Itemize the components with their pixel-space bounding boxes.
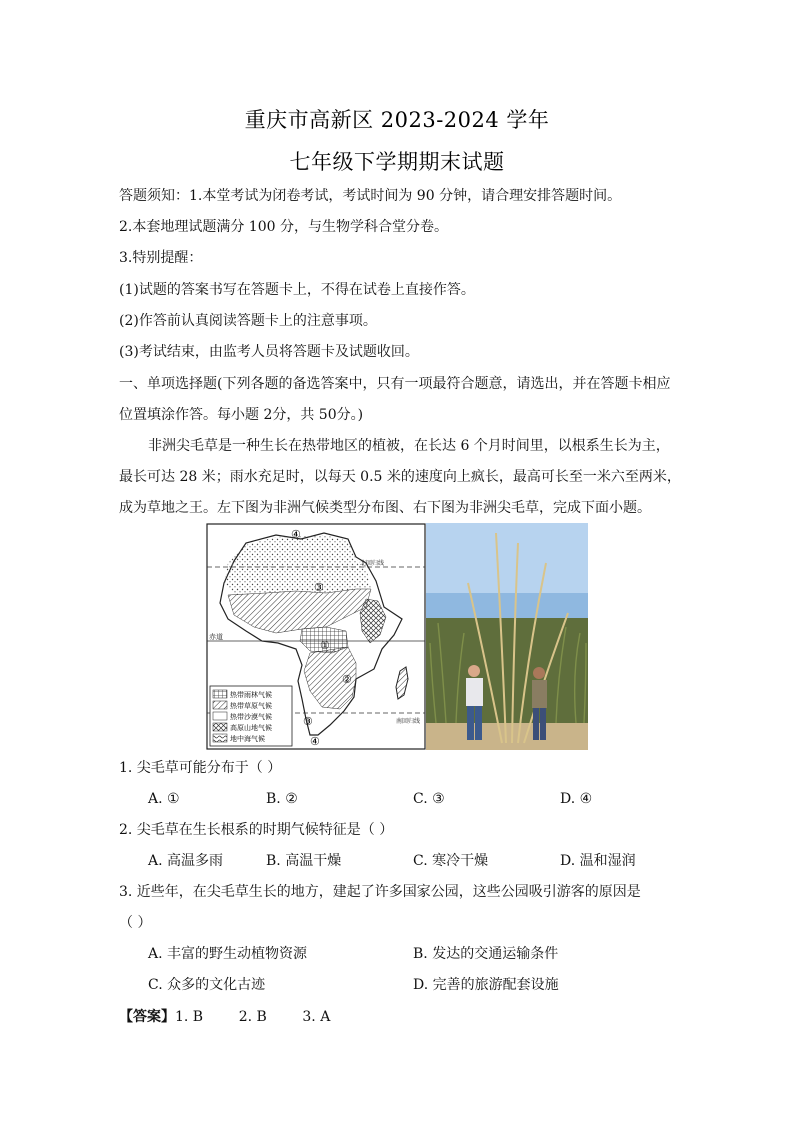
question-3-option-a: A. 丰富的野生动植物资源 [148,946,308,962]
question-3-option-d: D. 完善的旅游配套设施 [413,977,559,993]
section-heading: 位置填涂作答。每小题 2分，共 50分。) [119,407,364,423]
answer-label: 【答案】 [119,1009,175,1025]
question-2-option-d: D. 温和湿润 [560,853,636,869]
question-2-option-c: C. 寒冷干燥 [413,853,489,869]
marker-2: ② [342,673,352,686]
legend-item: 地中海气候 [230,735,265,743]
notice-line: (1)试题的答案书写在答题卡上，不得在试卷上直接作答。 [119,282,475,298]
question-2-stem: 2. 尖毛草在生长根系的时期气候特征是（ ） [119,822,394,838]
passage-line: 最长可达 28 米；雨水充足时，以每天 0.5 米的速度向上疯长，最高可长至一米六至两米， [119,469,681,485]
page-subtitle: 七年级下学期期末试题 [289,150,505,174]
notice-line: 2.本套地理试题满分 100 分，与生物学科合堂分卷。 [119,219,448,235]
answer-line [119,1007,330,1027]
section-heading: 一、单项选择题(下列各题的备选答案中，只有一项最符合题意，请选出，并在答题卡相应 [119,376,671,392]
question-1-option-d: D. ④ [560,791,593,807]
passage-line: 成为草地之王。左下图为非洲气候类型分布图、右下图为非洲尖毛草，完成下面小题。 [119,500,651,516]
question-2-option-a: A. 高温多雨 [148,853,224,869]
marker-4-north: ④ [291,528,301,541]
marker-3-south: ③ [303,715,313,728]
question-3-option-c: C. 众多的文化古迹 [148,977,266,993]
answer-text: 1. B 2. B 3. A [175,1009,331,1025]
grass-photo [426,523,588,750]
question-2-option-b: B. 高温干燥 [266,853,342,869]
legend-item: 热带雨林气候 [230,691,272,699]
question-1-option-a: A. ① [148,791,180,807]
legend-item: 高原山地气候 [230,724,272,732]
passage-line: 非洲尖毛草是一种生长在热带地区的植被，在长达 6 个月时间里，以根系生长为主， [148,438,670,454]
climate-map-and-photo [206,523,588,750]
legend-item: 热带草原气候 [230,702,272,710]
tropic-south-label: 南回归线 [396,718,421,725]
marker-4-south: ④ [310,735,320,748]
equator-label: 赤道 [209,633,223,641]
tropic-north-label: 北回归线 [360,560,385,567]
question-3-stem-continued: （ ） [119,915,152,931]
legend-item: 热带沙漠气候 [230,713,272,721]
question-1-option-c: C. ③ [413,791,445,807]
marker-1: ① [320,639,330,652]
question-1-stem: 1. 尖毛草可能分布于（ ） [119,760,282,776]
question-3-stem: 3. 近些年，在尖毛草生长的地方，建起了许多国家公园，这些公园吸引游客的原因是 [119,884,641,900]
notice-line: (3)考试结束，由监考人员将答题卡及试题收回。 [119,344,419,360]
notice-line: (2)作答前认真阅读答题卡上的注意事项。 [119,313,377,329]
map-legend [210,686,292,746]
question-1-option-b: B. ② [266,791,298,807]
page-title: 重庆市高新区 2023-2024 学年 [244,108,550,132]
notice-line: 3.特别提醒： [119,250,203,266]
question-3-option-b: B. 发达的交通运输条件 [413,946,559,962]
marker-3-north: ③ [314,581,324,594]
notice-line: 答题须知：1.本堂考试为闭卷考试，考试时间为 90 分钟，请合理安排答题时间。 [119,188,622,204]
